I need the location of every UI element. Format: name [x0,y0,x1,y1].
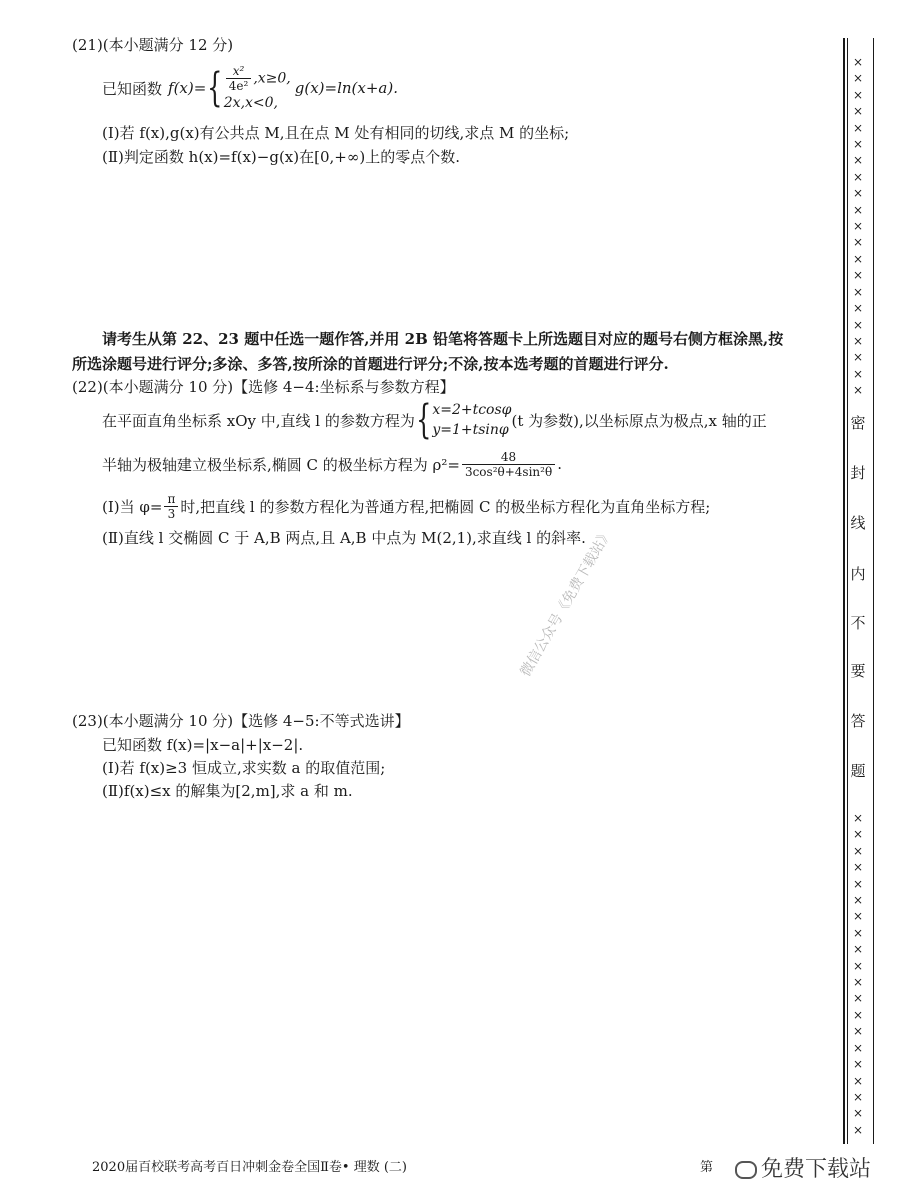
q22-line1 [102,398,767,442]
q21-part1: (Ⅰ)若 f(x),g(x)有公共点 M,且在点 M 处有相同的切线,求点 M 的坐标; [102,124,570,142]
q21-f-lhs: f(x)= [168,79,207,97]
footer-page: 第 [700,1160,714,1175]
q22-line2-b: . [557,455,562,473]
q22-rho-den: 3cos²θ+4sin²θ [464,464,553,479]
q22-phi-num: π [164,492,178,507]
q21-function-def [102,60,398,116]
q22-line2 [102,446,562,482]
q23-part2: (Ⅱ)f(x)≤x 的解集为[2,m],求 a 和 m. [102,782,353,800]
q21-g-def: g(x)=ln(x+a). [294,79,398,97]
q22-header: (22)(本小题满分 10 分)【选修 4−4:坐标系与参数方程】 [72,378,455,396]
q22-part1-b: 时,把直线 l 的参数方程化为普通方程,把椭圆 C 的极坐标方程化为直角坐标方程; [180,497,711,516]
seal-char-7: 答 [850,712,866,730]
q22-brace: { [415,397,432,443]
seal-char-6: 要 [850,662,866,680]
q23-part1: (Ⅰ)若 f(x)≥3 恒成立,求实数 a 的取值范围; [102,759,386,777]
q22-part1 [102,488,710,524]
instruction-line1: 请考生从第 22、23 题中任选一题作答,并用 2B 铅笔将答题卡上所选题目对应的题号右侧方框涂黑,按 [102,330,784,348]
seal-char-2: 封 [850,464,866,482]
q22-line2-a: 半轴为极轴建立极坐标系,椭圆 C 的极坐标方程为 ρ²= [102,455,460,474]
q21-part2: (Ⅱ)判定函数 h(x)=f(x)−g(x)在[0,+∞)上的零点个数. [102,148,460,166]
seal-char-5: 不 [850,614,866,632]
q21-case1-cond: ,x≥0, [253,70,291,86]
q23-header: (23)(本小题满分 10 分)【选修 4−5:不等式选讲】 [72,712,410,730]
q22-part1-a: (Ⅰ)当 φ= [102,497,163,516]
seal-char-3: 线 [850,514,866,532]
instruction-line2: 所选涂题号进行评分;多涂、多答,按所涂的首题进行评分;不涂,按本选考题的首题进行评分. [72,355,669,373]
q22-line1-a: 在平面直角坐标系 xOy 中,直线 l 的参数方程为 [102,411,415,430]
q21-case1-frac [226,64,252,93]
q21-header: (21)(本小题满分 12 分) [72,36,234,54]
footer-logo-text: 免费下载站 [761,1157,872,1182]
q21-case2: 2x,x<0, [223,94,279,111]
q22-phi-den: 3 [167,506,176,521]
q22-phi-frac [164,492,178,521]
q22-param-y: y=1+tsinφ [432,422,509,438]
footer-exam-title: 2020届百校联考高考百日冲刺金卷全国Ⅱ卷• 理数 (二) [92,1160,407,1175]
seal-cross-bottom: ×××××××××××××××××××× [852,811,864,1137]
watermark-text: 微信公众号《免费下载站》 [517,526,616,680]
wechat-icon [735,1161,757,1179]
footer-logo [735,1152,871,1183]
q21-cases [224,64,291,113]
q22-param-x: x=2+tcosφ [432,402,512,418]
q22-rho-frac [462,450,555,479]
seal-char-8: 题 [850,762,866,780]
seal-cross-top: ××××××××××××××××××××× [852,55,864,398]
q22-line1-b: (t 为参数),以坐标原点为极点,x 轴的正 [511,411,767,430]
seal-char-1: 密 [850,414,866,432]
q22-rho-num: 48 [462,450,555,465]
q21-case1-num: x² [226,64,252,79]
q22-param-eq [432,400,511,440]
q21-lead: 已知函数 [102,79,163,98]
q21-case1-den: 4e² [228,78,249,93]
seal-char-4: 内 [850,565,866,583]
q23-line1: 已知函数 f(x)=|x−a|+|x−2|. [102,736,304,754]
q22-part2: (Ⅱ)直线 l 交椭圆 C 于 A,B 两点,且 A,B 中点为 M(2,1),求直线 l 的斜率. [102,529,586,547]
q21-brace: { [207,65,223,111]
